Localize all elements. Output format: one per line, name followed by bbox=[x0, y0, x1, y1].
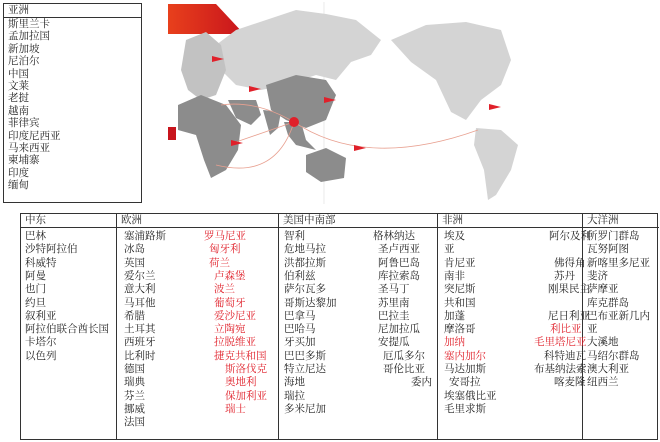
country-name: 埃及 bbox=[444, 230, 465, 242]
country-name: 萨摩亚 bbox=[587, 283, 619, 296]
asia-header: 亚洲 bbox=[4, 4, 141, 18]
country-name: 智利 bbox=[284, 230, 305, 242]
country-name: 安提瓜 bbox=[378, 336, 410, 349]
country-name: 瑞士 bbox=[225, 402, 246, 415]
region-header: 非洲 bbox=[438, 214, 582, 228]
asia-country: 尼泊尔 bbox=[8, 55, 40, 68]
country-name: 马绍尔群岛 bbox=[587, 349, 640, 362]
country-name: 以色列 bbox=[25, 349, 57, 362]
country-name: 希腊 bbox=[124, 309, 145, 322]
country-name: 圣马丁 bbox=[378, 283, 410, 296]
country-name: 突尼斯 bbox=[444, 283, 476, 296]
country-name: 捷克共和国 bbox=[214, 349, 267, 362]
country-name: 阿鲁巴岛 bbox=[378, 256, 420, 269]
country-name: 比利时 bbox=[124, 349, 156, 362]
country-name: 特立尼达 bbox=[284, 363, 326, 375]
country-name: 也门 bbox=[25, 283, 46, 296]
country-name: 罗马尼亚 bbox=[204, 230, 246, 242]
asia-country: 印度 bbox=[8, 166, 29, 179]
asia-country: 老挝 bbox=[8, 92, 29, 105]
country-name: 英国 bbox=[124, 256, 145, 269]
country-name: 厄瓜多尔 bbox=[383, 349, 425, 362]
country-name: 加纳 bbox=[444, 336, 465, 349]
country-name: 牙买加 bbox=[284, 336, 316, 349]
route-line bbox=[236, 122, 294, 142]
region-header: 美国中南部 bbox=[279, 214, 437, 228]
country-name: 阿曼 bbox=[25, 269, 46, 282]
country-name: 圣卢西亚 bbox=[378, 243, 420, 256]
asia-country: 菲律宾 bbox=[8, 117, 40, 130]
country-name: 西班牙 bbox=[124, 336, 156, 349]
country-name: 佛得角 bbox=[554, 256, 586, 269]
country-name: 土耳其 bbox=[124, 323, 156, 336]
red-marker bbox=[168, 127, 176, 140]
country-name: 拉脱维亚 bbox=[214, 336, 256, 349]
flag-icon bbox=[354, 145, 366, 151]
country-name: 喀麦隆 bbox=[554, 376, 586, 389]
country-name: 巴林 bbox=[25, 230, 46, 242]
country-name: 斯洛伐克 bbox=[225, 363, 267, 375]
country-name: 多米尼加 bbox=[284, 402, 326, 415]
country-name: 加蓬 bbox=[444, 309, 465, 322]
landmass-australia bbox=[306, 148, 346, 182]
country-name: 巴拿马 bbox=[284, 309, 316, 322]
country-name: 德国 bbox=[124, 363, 145, 375]
country-name: 伯利兹 bbox=[284, 269, 316, 282]
country-name: 保加利亚 bbox=[225, 389, 267, 402]
country-name: 立陶宛 bbox=[214, 323, 246, 336]
country-name: 亚 bbox=[444, 243, 455, 256]
country-name: 芬兰 bbox=[124, 389, 145, 402]
asia-country-list bbox=[3, 3, 142, 203]
country-name: 哥斯达黎加 bbox=[284, 296, 337, 309]
flag-icon bbox=[489, 104, 501, 110]
region-column-africa bbox=[438, 214, 591, 439]
landmass-south-america bbox=[474, 128, 518, 200]
country-name: 马达加斯 bbox=[444, 363, 486, 375]
asia-country: 文莱 bbox=[8, 79, 29, 92]
country-name: 毛里求斯 bbox=[444, 402, 486, 415]
country-name: 爱尔兰 bbox=[124, 269, 156, 282]
country-name: 爱沙尼亚 bbox=[214, 309, 256, 322]
country-name: 马耳他 bbox=[124, 296, 156, 309]
asia-country: 马来西亚 bbox=[8, 141, 50, 154]
country-name: 波兰 bbox=[214, 283, 235, 296]
region-column-europe bbox=[117, 214, 279, 439]
region-header: 中东 bbox=[21, 214, 116, 228]
country-name: 斐济 bbox=[587, 269, 608, 282]
country-name: 尼加拉瓜 bbox=[378, 323, 420, 336]
country-name: 冰岛 bbox=[124, 243, 145, 256]
country-name: 南非 bbox=[444, 269, 465, 282]
country-name: 瓦努阿图 bbox=[587, 243, 629, 256]
world-map bbox=[166, 0, 522, 206]
country-name: 危地马拉 bbox=[284, 243, 326, 256]
route-line bbox=[294, 122, 478, 148]
asia-country: 斯里兰卡 bbox=[8, 18, 50, 30]
country-name: 布基纳法索 bbox=[534, 363, 587, 375]
country-name: 巴布亚新几内 bbox=[587, 309, 650, 322]
country-name: 埃塞俄比亚 bbox=[444, 389, 497, 402]
region-column-oceania bbox=[583, 214, 659, 439]
region-header: 大洋洲 bbox=[583, 214, 659, 228]
country-name: 洪都拉斯 bbox=[284, 256, 326, 269]
asia-country: 缅甸 bbox=[8, 179, 29, 192]
country-name: 荷兰 bbox=[209, 256, 230, 269]
region-column-middle_east bbox=[21, 214, 117, 439]
country-name: 叙利亚 bbox=[25, 309, 57, 322]
country-name: 阿尔及利 bbox=[549, 230, 591, 242]
country-name: 新喀里多尼亚 bbox=[587, 256, 650, 269]
red-banner bbox=[168, 4, 244, 34]
country-name: 瑞拉 bbox=[284, 389, 305, 402]
region-header: 欧洲 bbox=[117, 214, 278, 228]
country-name: 意大利 bbox=[124, 283, 156, 296]
asia-country: 中国 bbox=[8, 67, 29, 80]
country-name: 塞浦路斯 bbox=[124, 230, 166, 242]
country-name: 大溪地 bbox=[587, 336, 619, 349]
country-name: 委内 bbox=[411, 376, 432, 389]
landmass-europe bbox=[181, 32, 226, 100]
country-name: 巴巴多斯 bbox=[284, 349, 326, 362]
country-name: 瑞典 bbox=[124, 376, 145, 389]
country-name: 安哥拉 bbox=[449, 376, 481, 389]
asia-country: 孟加拉国 bbox=[8, 30, 50, 43]
country-name: 巴拉圭 bbox=[378, 309, 410, 322]
country-name: 哥伦比亚 bbox=[383, 363, 425, 375]
flag-icon bbox=[289, 117, 299, 127]
country-name: 卡塔尔 bbox=[25, 336, 57, 349]
asia-country: 越南 bbox=[8, 104, 29, 117]
country-name: 共和国 bbox=[444, 296, 476, 309]
country-name: 匈牙利 bbox=[209, 243, 241, 256]
country-name: 所罗门群岛 bbox=[587, 230, 640, 242]
country-name: 葡萄牙 bbox=[214, 296, 246, 309]
country-name: 摩洛哥 bbox=[444, 323, 476, 336]
country-name: 科特迪瓦 bbox=[544, 349, 586, 362]
country-name: 格林纳达 bbox=[373, 230, 415, 242]
region-table bbox=[20, 213, 658, 440]
country-name: 法国 bbox=[124, 416, 145, 429]
country-name: 萨尔瓦多 bbox=[284, 283, 326, 296]
asia-country: 新加坡 bbox=[8, 42, 40, 55]
asia-country: 印度尼西亚 bbox=[8, 129, 61, 142]
country-name: 约旦 bbox=[25, 296, 46, 309]
country-name: 利比亚 bbox=[550, 323, 582, 336]
country-name: 沙特阿拉伯 bbox=[25, 243, 78, 256]
country-name: 澳大利亚 bbox=[587, 363, 629, 375]
country-name: 塞内加尔 bbox=[444, 349, 486, 362]
country-name: 肯尼亚 bbox=[444, 256, 476, 269]
country-name: 库拉索岛 bbox=[378, 269, 420, 282]
country-name: 科威特 bbox=[25, 256, 57, 269]
asia-country: 柬埔寨 bbox=[8, 154, 40, 167]
region-column-americas bbox=[279, 214, 438, 439]
country-name: 毛里塔尼亚 bbox=[534, 336, 587, 349]
country-name: 纽西兰 bbox=[587, 376, 619, 389]
country-name: 尼日利亚 bbox=[548, 309, 590, 322]
country-name: 阿拉伯联合酋长国 bbox=[25, 323, 109, 336]
country-name: 巴哈马 bbox=[284, 323, 316, 336]
country-name: 库克群岛 bbox=[587, 296, 629, 309]
country-name: 卢森堡 bbox=[214, 269, 246, 282]
country-name: 亚 bbox=[587, 323, 598, 336]
country-name: 挪威 bbox=[124, 402, 145, 415]
country-name: 苏里南 bbox=[378, 296, 410, 309]
country-name: 海地 bbox=[284, 376, 305, 389]
country-name: 苏丹 bbox=[554, 269, 575, 282]
country-name: 刚果民主 bbox=[548, 283, 590, 296]
country-name: 奥地利 bbox=[225, 376, 257, 389]
